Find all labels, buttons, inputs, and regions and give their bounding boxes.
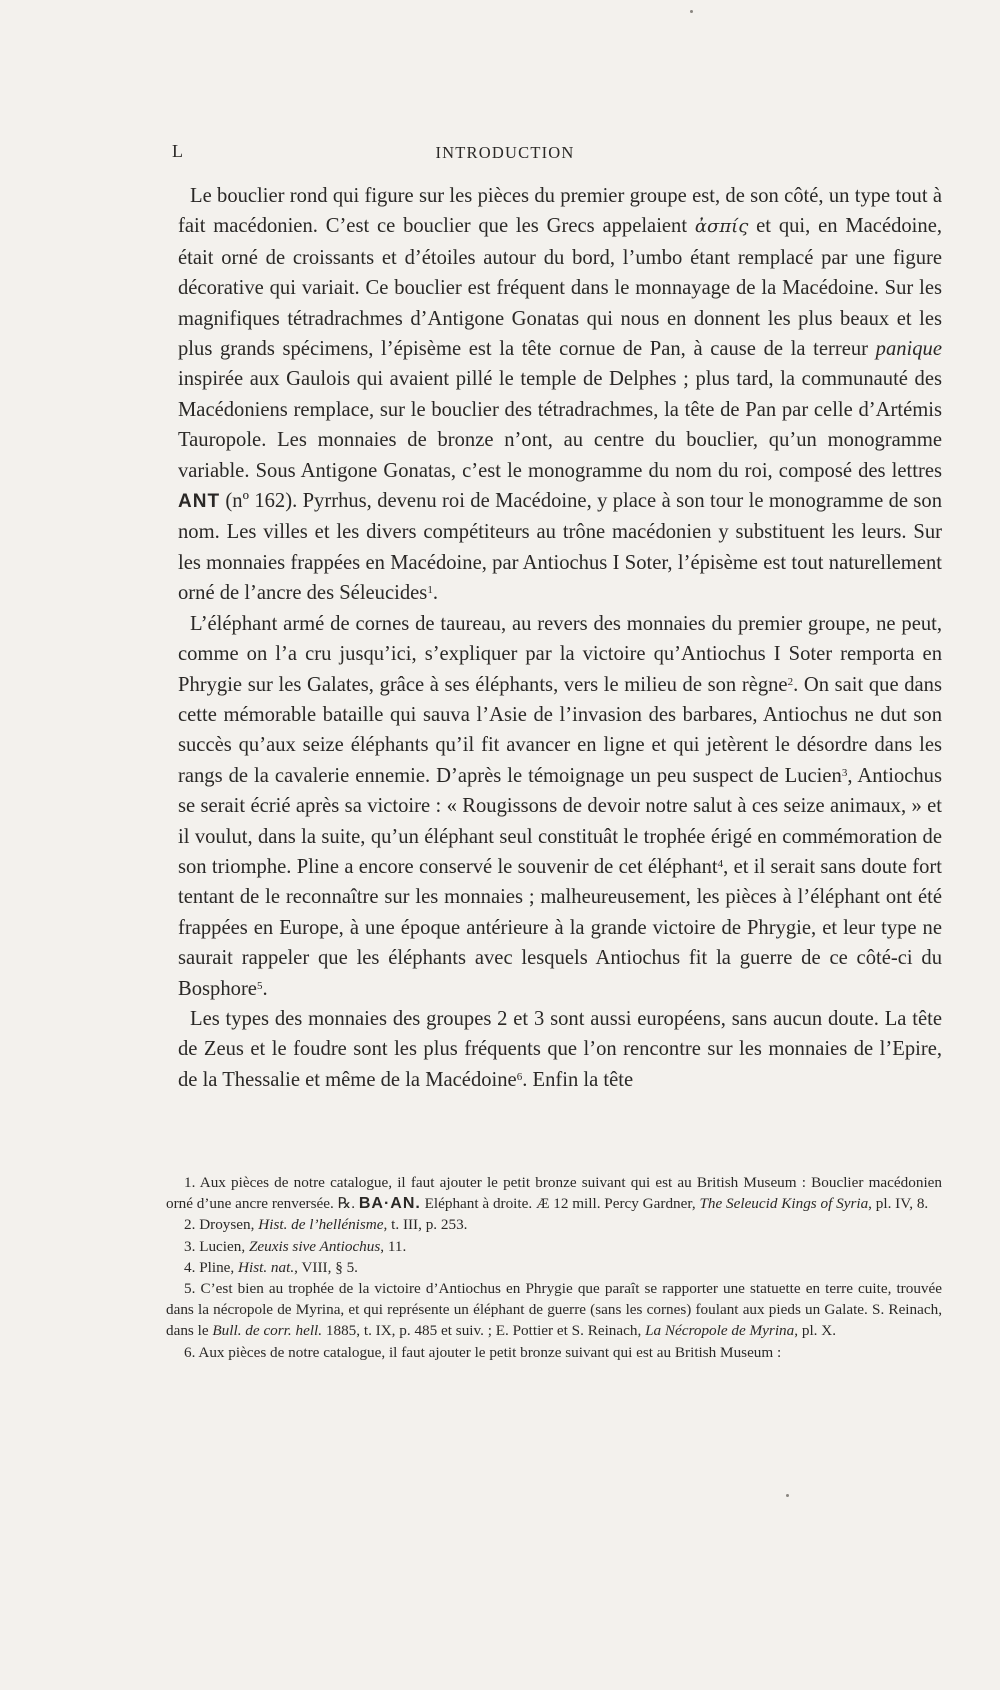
text-run: , t. III, p. 253. (383, 1216, 468, 1234)
footnote-ref[interactable]: 6 (516, 1070, 523, 1083)
footnote-6 (166, 1342, 942, 1363)
italic-title: La Nécropole de Myrina (645, 1322, 795, 1340)
text-run: . Enfin la tête (522, 1068, 634, 1091)
text-run: , pl. IV, 8. (868, 1195, 929, 1213)
page-title: INTRODUCTION (435, 143, 575, 162)
text-run: , Antiochus se serait écrié après sa victoire : « Rougissons de devoir notre salut à ces seize animaux, » et il voulut, dans la suite, qu’un éléphant seul constituât le trophée érigé en commémoration de son triomphe. Pline a encore conservé le souvenir de cet éléphant (178, 764, 942, 878)
text-run: , VIII, § 5. (294, 1258, 358, 1276)
text-run: C’est bien au trophée de la victoire d’Antiochus en Phrygie que paraît se rapporter une statuette en terre cuite, trouvée dans la nécropole de Myrina, et qui représente un éléphant de guerre (sans les cornes) foulant aux pieds un Galate. S. Reinach, dans le (166, 1280, 942, 1340)
text-run: Lucien, (199, 1237, 249, 1255)
paragraph-elephant (178, 609, 942, 1004)
italic-title: Zeuxis sive Antiochus (248, 1237, 381, 1255)
paper-speck (690, 10, 693, 13)
footnote-3 (166, 1236, 942, 1257)
footnote-ref[interactable]: 1 (427, 584, 433, 597)
italic-title: The Seleucid Kings of Syria (699, 1195, 869, 1213)
italic-title: Hist. nat. (238, 1258, 295, 1276)
footnote-ref[interactable]: 2 (787, 675, 794, 688)
paragraph-shield (178, 181, 942, 609)
footnote-number: 1. (184, 1174, 196, 1191)
text-run: Le bouclier rond qui figure sur les pièces du premier groupe est, de son côté, un type tout à fait macédonien. C’est ce bouclier que les Grecs appelaient (178, 185, 942, 238)
running-head (172, 141, 838, 165)
italic-title: Bull. de corr. hell. (212, 1322, 323, 1340)
text-run: Les types des monnaies des groupes 2 et 3 sont aussi européens, sans aucun doute. La tête de Zeus et le foudre sont les plus fréquents que l’on rencontre sur les monnaies de l’Epire, de la Thessalie et même de la Macédoine (178, 1007, 942, 1091)
italic-title: Hist. de l’hellénisme (258, 1216, 384, 1234)
footnote-number: 3. (184, 1237, 196, 1255)
footnote-5 (166, 1278, 942, 1342)
text-run: Aux pièces de notre catalogue, il faut ajouter le petit bronze suivant qui est au British Museum : Bouclier macédonien orné d’une ancre renversée. (166, 1174, 942, 1213)
footnote-2 (166, 1214, 942, 1235)
paper-speck (786, 1494, 789, 1497)
italic-word: panique (875, 338, 942, 361)
footnote-ref[interactable]: 3 (841, 766, 848, 779)
text-run: . (432, 582, 438, 605)
text-run: . On sait que dans cette mémorable bataille qui sauva l’Asie de l’invasion des barbares, Antiochus ne dut son succès qu’aux seize éléphants qu’il fit avancer en ligne et qui jetèrent le désordre dans les rangs de la cavalerie ennemie. D’après le témoignage un peu suspect de Lucien (178, 673, 942, 787)
footnotes (166, 1172, 942, 1363)
footnote-number: 5. (184, 1280, 196, 1298)
paragraph-types (178, 1004, 942, 1095)
footnote-ref[interactable]: 4 (717, 857, 724, 870)
text-run: Pline, (199, 1258, 239, 1276)
text-run: inspirée aux Gaulois qui avaient pillé le temple de Delphes ; plus tard, la communauté des Macédoniens remplace, sur le bouclier des tétradrachmes, la tête de Pan par celle d’Artémis Tauropole. Les monnaies de bronze n’ont, au centre du bouclier, qu’un monogramme variable. Sous Antigone Gonatas, c’est le monogramme du nom du roi, composé des lettres (178, 368, 942, 482)
text-run: Aux pièces de notre catalogue, il faut ajouter le petit bronze suivant qui est au British Museum : (198, 1343, 782, 1361)
text-run: , 11. (380, 1237, 407, 1255)
coin-legend: BA·AN. (358, 1195, 421, 1213)
footnote-number: 4. (184, 1258, 196, 1276)
text-run: , pl. X. (794, 1322, 837, 1340)
body-text (178, 181, 942, 1095)
text-run: L’éléphant armé de cornes de taureau, au revers des monnaies du premier groupe, ne peut, comme on l’a cru jusqu’ici, s’expliquer par la victoire qu’Antiochus I Soter remporta en Phrygie sur les Galates, grâce à ses éléphants, vers le milieu de son règne (178, 612, 942, 696)
text-run: 1885, t. IX, p. 485 et suiv. ; E. Pottier et S. Reinach, (322, 1322, 646, 1340)
footnote-number: 6. (184, 1343, 196, 1361)
text-run: , et il serait sans doute fort tentant de le reconnaître sur les monnaies ; malheureusement, les pièces à l’éléphant ont été frappées en Europe, à une époque antérieure à la grande victoire de Phrygie, et leur type ne saurait rappeler que les éléphants avec lesquels Antiochus fit la guerre de ce côté-ci du Bosphore (178, 855, 942, 1000)
footnote-4 (166, 1257, 942, 1278)
footnote-1 (166, 1172, 942, 1214)
monogram-letters: ANT (178, 491, 221, 513)
footnote-ref[interactable]: 5 (256, 979, 263, 992)
text-run: Droysen, (199, 1216, 259, 1234)
text-run: Eléphant à droite. Æ 12 mill. Percy Gardner, (420, 1195, 700, 1213)
text-run: et qui, en Macédoine, était orné de croissants et d’étoiles autour du bord, l’umbo étant remplacé par une figure décorative qui variait. Ce bouclier est fréquent dans le monnayage de la Macédoine. Sur les magnifiques tétradrachmes d’Antigone Gonatas qui nous en donnent les plus beaux et les plus grands spécimens, l’épisème est la tête cornue de Pan, à cause de la terreur (178, 215, 942, 361)
text-run: (nº 162). Pyrrhus, devenu roi de Macédoine, y place à son tour le monogramme de son nom. Les villes et les divers compétiteurs au trône macédonien y substituent les leurs. Sur les monnaies frappées en Macédoine, par Antiochus I Soter, l’épisème est tout naturellement orné de l’ancre des Séleucides (178, 490, 942, 605)
text-run: . (262, 977, 268, 1000)
folio: L (172, 141, 184, 161)
footnote-number: 2. (184, 1216, 196, 1234)
recto-symbol: ℞. (337, 1195, 356, 1213)
greek-word: ἀσπίς (694, 216, 749, 238)
